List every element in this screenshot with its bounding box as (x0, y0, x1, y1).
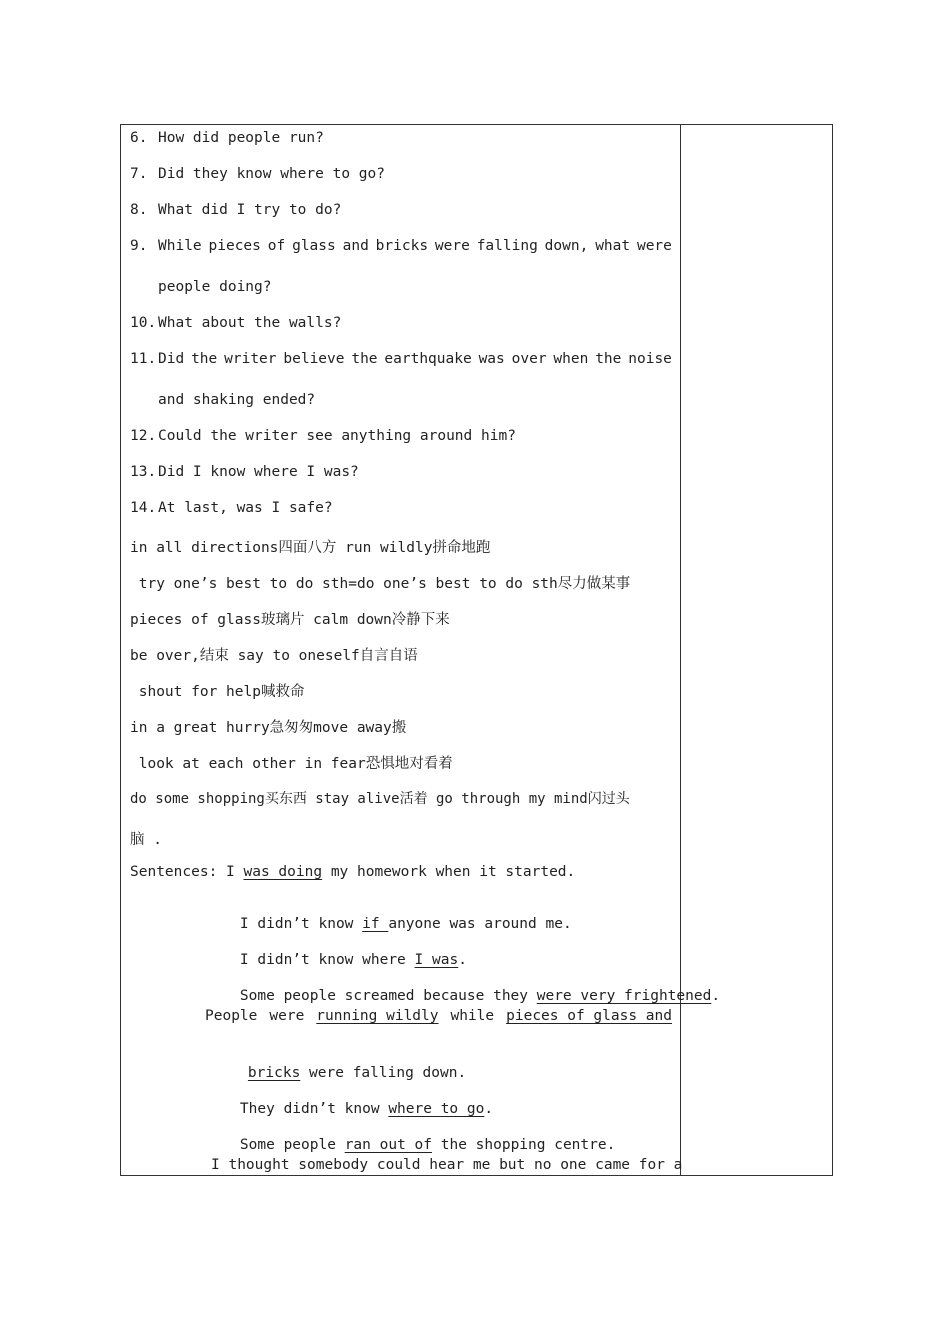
question-text: Did the writer believe the earthquake was over when the noise (158, 351, 672, 367)
underlined-phrase: running wildly (316, 1008, 439, 1024)
phrase-line: try one’s best to do sth=do one’s best to do sth尽力做某事 (130, 576, 631, 592)
underlined-phrase: were very frightened (536, 988, 712, 1004)
question-number: 10. (130, 315, 157, 331)
question-text: What did I try to do? (158, 202, 342, 218)
question-text: While pieces of glass and bricks were falling down, what were (158, 238, 672, 254)
phrase-line: 脑 . (130, 832, 162, 848)
sentence-5-continued: bricks were falling down. (247, 1065, 467, 1081)
underlined-phrase: was doing (243, 864, 323, 880)
question-text-continued: and shaking ended? (158, 392, 316, 408)
sentences-label: Sentences: (130, 864, 218, 880)
phrase-line: pieces of glass玻璃片 calm down冷静下来 (130, 612, 450, 628)
question-number: 11. (130, 351, 157, 367)
phrase-line: be over,结束 say to oneself自言自语 (130, 648, 418, 664)
phrase-line: do some shopping买东西 stay alive活着 go through my mind闪过头 (130, 791, 630, 807)
sentence-8: I thought somebody could hear me but no one came for a (211, 1157, 683, 1173)
sentence-5: People were running wildly while pieces of glass and (205, 1008, 672, 1024)
underlined-phrase: I was (414, 952, 459, 968)
question-number: 12. (130, 428, 157, 444)
question-text: Did I know where I was? (158, 464, 359, 480)
underlined-phrase: pieces of glass and (506, 1008, 672, 1024)
phrase-line: look at each other in fear恐惧地对看着 (130, 756, 453, 772)
question-text: Did they know where to go? (158, 166, 385, 182)
phrase-line: shout for help喊救命 (130, 684, 305, 700)
sentence-2: I didn’t know if anyone was around me. (239, 916, 572, 932)
phrase-line: in all directions四面八方 run wildly拼命地跑 (130, 540, 491, 556)
phrase-line: in a great hurry急匆匆move away搬 (130, 720, 407, 736)
question-number: 6. (130, 130, 148, 146)
sentence-1: Sentences: I was doing my homework when it started. (130, 864, 576, 880)
question-text: What about the walls? (158, 315, 342, 331)
question-number: 14. (130, 500, 157, 516)
question-text: Could the writer see anything around him? (158, 428, 516, 444)
underlined-phrase: where to go (388, 1101, 485, 1117)
question-text: At last, was I safe? (158, 500, 333, 516)
sentence-6: They didn’t know where to go. (239, 1101, 494, 1117)
question-text: How did people run? (158, 130, 324, 146)
sentence-3: I didn’t know where I was. (239, 952, 467, 968)
sentence-4: Some people screamed because they were very frightened. (239, 988, 721, 1004)
question-number: 7. (130, 166, 148, 182)
underlined-phrase: if (362, 916, 389, 932)
question-text-continued: people doing? (158, 279, 272, 295)
sentence-7: Some people ran out of the shopping centre. (239, 1137, 616, 1153)
underlined-phrase: ran out of (344, 1137, 432, 1153)
underlined-phrase: bricks (247, 1065, 301, 1081)
question-number: 9. (130, 238, 148, 254)
question-number: 13. (130, 464, 157, 480)
question-number: 8. (130, 202, 148, 218)
